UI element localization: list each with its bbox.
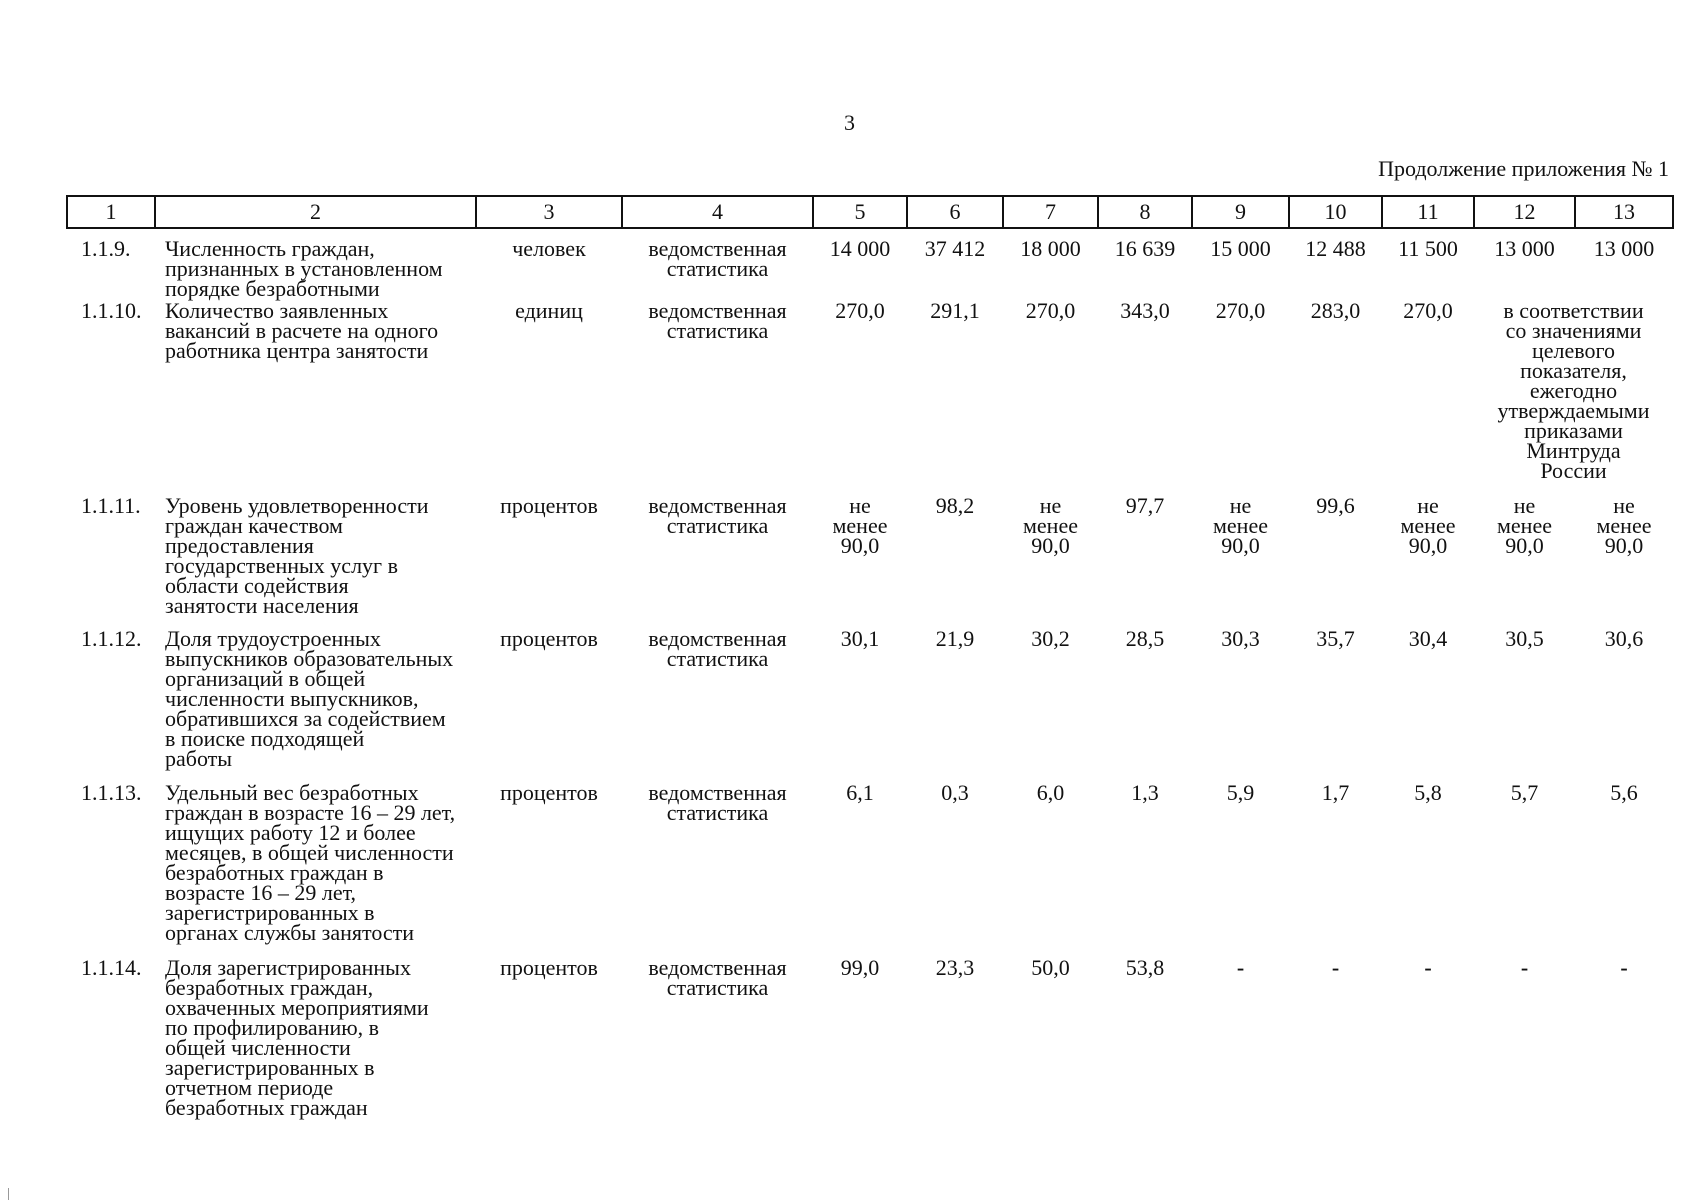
table-row: [67, 629, 1673, 783]
value-cell: 270,0: [1025, 298, 1076, 323]
value-cell: 30,5: [1505, 626, 1544, 651]
column-header: 1: [67, 196, 155, 228]
column-header: 10: [1289, 196, 1382, 228]
value-cell: 21,9: [935, 626, 975, 651]
column-header: 5: [813, 196, 907, 228]
row-number: 1.1.9.: [81, 236, 131, 261]
indicator-name: Доля зарегистрированных безработных граждан, охваченных мероприятиями по профилированию, в общей численности зарегистрированных в отчетном периоде безработных граждан: [165, 955, 429, 1120]
value-cell: 5,6: [1610, 780, 1638, 805]
column-header: 8: [1098, 196, 1192, 228]
appendix-continuation-note: Продолжение приложения № 1: [1378, 156, 1669, 181]
indicator-name: Удельный вес безработных граждан в возрасте 16 – 29 лет, ищущих работу 12 и более месяцев, в общей численности безработных граждан в возрасте 16 – 29 лет, зарегистрированных в органах службы занятости: [165, 780, 456, 945]
source-cell: ведомственная статистика: [648, 298, 787, 343]
value-cell: 5,7: [1510, 780, 1539, 805]
indicator-name: Численность граждан, признанных в установленном порядке безработными: [165, 236, 443, 301]
unit-cell: процентов: [500, 493, 598, 518]
indicator-name: Уровень удовлетворенности граждан качеством предоставления государственных услуг в области содействия занятости населения: [165, 493, 429, 618]
value-cell: 37 412: [924, 236, 986, 261]
value-cell: 50,0: [1031, 955, 1070, 980]
table-row: [67, 958, 1673, 1128]
value-cell: 0,3: [941, 780, 969, 805]
value-cell: 1,7: [1321, 780, 1350, 805]
page-number: 3: [844, 110, 855, 135]
value-cell: 5,9: [1226, 780, 1255, 805]
value-cell: не менее 90,0: [1400, 493, 1456, 558]
value-cell: 14 000: [829, 236, 891, 261]
column-header: 7: [1003, 196, 1098, 228]
value-cell: 53,8: [1125, 955, 1165, 980]
value-cell: -: [1331, 955, 1340, 980]
column-header: 11: [1382, 196, 1474, 228]
row-number: 1.1.14.: [81, 955, 142, 980]
value-cell: 13 000: [1593, 236, 1655, 261]
source-cell: ведомственная статистика: [648, 493, 787, 538]
value-cell: 30,2: [1031, 626, 1070, 651]
value-cell: 99,0: [840, 955, 880, 980]
value-cell: не менее 90,0: [1596, 493, 1652, 558]
value-cell: -: [1520, 955, 1529, 980]
column-header: 2: [155, 196, 476, 228]
row-number: 1.1.11.: [81, 493, 141, 518]
value-cell: 99,6: [1316, 493, 1355, 518]
row-number: 1.1.10.: [81, 298, 142, 323]
row-number: 1.1.12.: [81, 626, 142, 651]
value-cell: 270,0: [835, 298, 885, 323]
value-cell: 28,5: [1125, 626, 1165, 651]
value-cell: -: [1620, 955, 1628, 980]
value-cell: -: [1236, 955, 1245, 980]
value-cell: 18 000: [1020, 236, 1081, 261]
value-cell: 6,0: [1036, 780, 1065, 805]
value-cell: не менее 90,0: [1023, 493, 1078, 558]
table-row: [67, 301, 1673, 496]
value-cell: 15 000: [1210, 236, 1271, 261]
value-cell: не менее 90,0: [1497, 493, 1552, 558]
value-cell: 30,3: [1221, 626, 1260, 651]
value-cell: 11 500: [1398, 236, 1458, 261]
indicator-name: Количество заявленных вакансий в расчете на одного работника центра занятости: [165, 298, 439, 363]
source-cell: ведомственная статистика: [648, 626, 787, 671]
source-cell: ведомственная статистика: [648, 236, 787, 281]
value-cell: 283,0: [1310, 298, 1361, 323]
value-cell: 270,0: [1403, 298, 1453, 323]
row-number: 1.1.13.: [81, 780, 142, 805]
table-row: [67, 496, 1673, 629]
column-header: 3: [476, 196, 622, 228]
unit-cell: процентов: [500, 780, 598, 805]
column-header: 13: [1575, 196, 1673, 228]
table-row: [67, 228, 1673, 301]
indicator-name: Доля трудоустроенных выпускников образовательных организаций в общей численности выпускников, обратившихся за содействием в поиске подходящей работы: [165, 626, 454, 771]
value-cell: 13 000: [1494, 236, 1555, 261]
scan-edge-mark: [8, 1188, 9, 1200]
source-cell: ведомственная статистика: [648, 955, 787, 1000]
value-cell: 30,1: [840, 626, 880, 651]
column-header: 4: [622, 196, 813, 228]
value-cell: 291,1: [930, 298, 980, 323]
value-cell: 30,4: [1408, 626, 1448, 651]
value-cell: -: [1424, 955, 1432, 980]
unit-cell: человек: [512, 236, 586, 261]
value-cell: 270,0: [1215, 298, 1266, 323]
value-cell: 16 639: [1114, 236, 1176, 261]
table-row: [67, 783, 1673, 958]
merged-note-cell: в соответствии со значениями целевого показателя, ежегодно утверждаемыми приказами Минтруда России: [1497, 298, 1650, 483]
value-cell: 6,1: [846, 780, 874, 805]
unit-cell: единиц: [515, 298, 583, 323]
value-cell: 1,3: [1131, 780, 1159, 805]
value-cell: 97,7: [1125, 493, 1165, 518]
value-cell: 343,0: [1120, 298, 1170, 323]
value-cell: 12 488: [1305, 236, 1366, 261]
column-number-header-row: [67, 196, 1673, 228]
value-cell: 30,6: [1604, 626, 1644, 651]
column-header: 6: [907, 196, 1003, 228]
column-header: 9: [1192, 196, 1289, 228]
unit-cell: процентов: [500, 626, 598, 651]
value-cell: 5,8: [1414, 780, 1442, 805]
value-cell: не менее 90,0: [832, 493, 888, 558]
unit-cell: процентов: [500, 955, 598, 980]
value-cell: 98,2: [935, 493, 975, 518]
indicators-table: [66, 195, 1674, 1128]
value-cell: не менее 90,0: [1213, 493, 1268, 558]
value-cell: 35,7: [1316, 626, 1355, 651]
source-cell: ведомственная статистика: [648, 780, 787, 825]
column-header: 12: [1474, 196, 1575, 228]
value-cell: 23,3: [935, 955, 975, 980]
